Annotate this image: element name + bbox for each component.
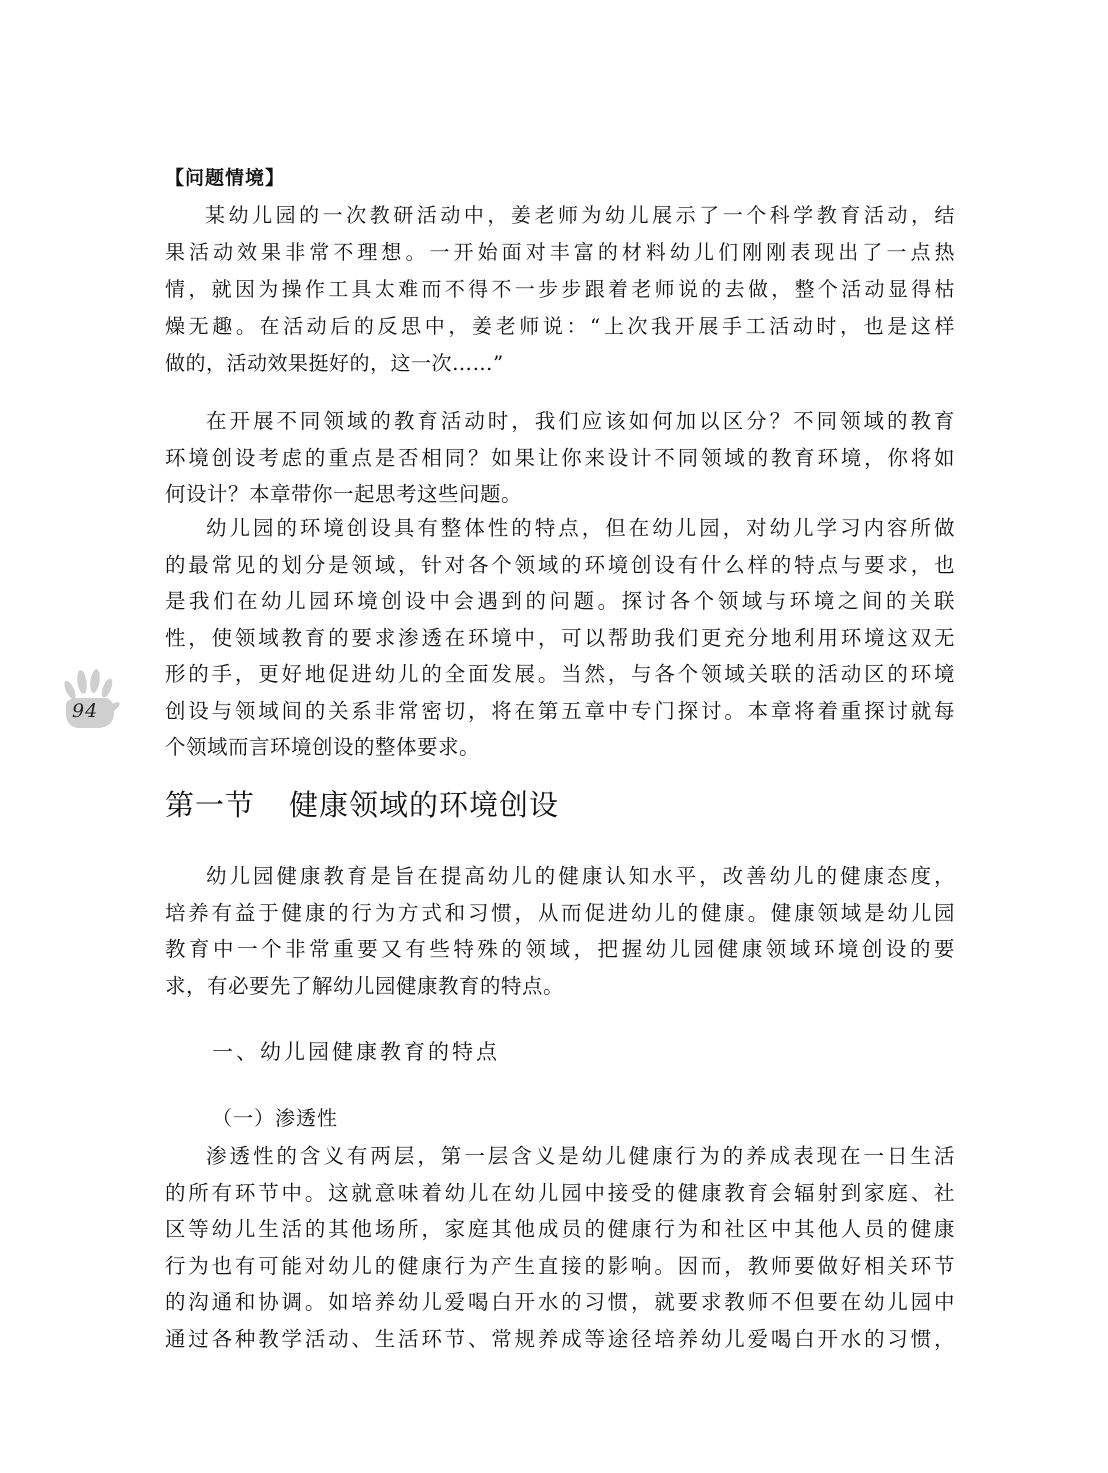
page-number: 94 xyxy=(72,700,99,722)
intro-paragraph-1 xyxy=(165,403,955,513)
text-line: 教育中一个非常重要又有些特殊的领域，把握幼儿园健康领域环境创设的要 xyxy=(165,937,955,961)
scenario-line: 果活动效果非常不理想。一开始面对丰富的材料幼儿们刚刚表现出了一点热 xyxy=(165,240,955,264)
text-line: 性，使领域教育的要求渗透在环境中，可以帮助我们更充分地利用环境这双无 xyxy=(165,625,955,650)
text-line: 求，有必要先了解幼儿园健康教育的特点。 xyxy=(165,973,564,998)
subsection-paragraph xyxy=(165,1138,955,1357)
text-line: 个领域而言环境创设的整体要求。 xyxy=(165,735,480,759)
section-paragraph xyxy=(165,858,955,1004)
section-title xyxy=(165,785,955,825)
scenario-line: 做的，活动效果挺好的，这一次……” xyxy=(165,351,504,375)
text-line: 何设计？本章带你一起思考这些问题。 xyxy=(165,482,522,506)
scenario-line: 情，就因为操作工具太难而不得不一步步跟着老师说的去做，整个活动显得枯 xyxy=(165,277,955,301)
text-line: 培养有益于健康的行为方式和习惯，从而促进幼儿的健康。健康领域是幼儿园 xyxy=(165,900,955,925)
section-title-text: 健康领域的环境创设 xyxy=(289,788,560,822)
problem-scenario-label: 【问题情境】 xyxy=(165,167,286,189)
problem-scenario-text xyxy=(165,197,955,382)
text-line: 通过各种教学活动、生活环节、常规养成等途径培养幼儿爱喝白开水的习惯， xyxy=(165,1326,955,1351)
scenario-line: 某幼儿园的一次教研活动中，姜老师为幼儿展示了一个科学教育活动，结 xyxy=(205,203,955,227)
text-line: 形的手，更好地促进幼儿的全面发展。当然，与各个领域关联的活动区的环境 xyxy=(165,662,955,686)
text-line: 创设与领域间的关系非常密切，将在第五章中专门探讨。本章将着重探讨就每 xyxy=(165,698,955,723)
text-line: 是我们在幼儿园环境创设中会遇到的问题。探讨各个领域与环境之间的关联 xyxy=(165,589,955,613)
text-line: 的所有环节中。这就意味着幼儿在幼儿园中接受的健康教育会辐射到家庭、社 xyxy=(165,1180,955,1205)
section-number: 第一节 xyxy=(165,788,256,822)
subsubsection-heading: （一）渗透性 xyxy=(212,1106,338,1130)
text-line: 行为也有可能对幼儿的健康行为产生直接的影响。因而，教师要做好相关环节 xyxy=(165,1253,955,1278)
text-line: 的沟通和协调。如培养幼儿爱喝白开水的习惯，就要求教师不但要在幼儿园中 xyxy=(165,1290,955,1314)
subsection-heading: 一、幼儿园健康教育的特点 xyxy=(212,1040,500,1064)
text-line: 渗透性的含义有两层，第一层含义是幼儿健康行为的养成表现在一日生活 xyxy=(206,1144,955,1168)
scenario-line: 燥无趣。在活动后的反思中，姜老师说：“上次我开展手工活动时，也是这样 xyxy=(165,314,955,338)
text-line: 幼儿园健康教育是旨在提高幼儿的健康认知水平，改善幼儿的健康态度， xyxy=(206,864,955,888)
text-line: 幼儿园的环境创设具有整体性的特点，但在幼儿园，对幼儿学习内容所做 xyxy=(206,516,955,540)
text-line: 区等幼儿生活的其他场所，家庭其他成员的健康行为和社区中其他人员的健康 xyxy=(165,1217,955,1241)
text-line: 在开展不同领域的教育活动时，我们应该如何加以区分？不同领域的教育 xyxy=(206,409,955,433)
text-line: 环境创设考虑的重点是否相同？如果让你来设计不同领域的教育环境，你将如 xyxy=(165,445,955,470)
text-line: 的最常见的划分是领域，针对各个领域的环境创设有什么样的特点与要求，也 xyxy=(165,552,955,577)
intro-paragraph-2 xyxy=(165,510,955,766)
